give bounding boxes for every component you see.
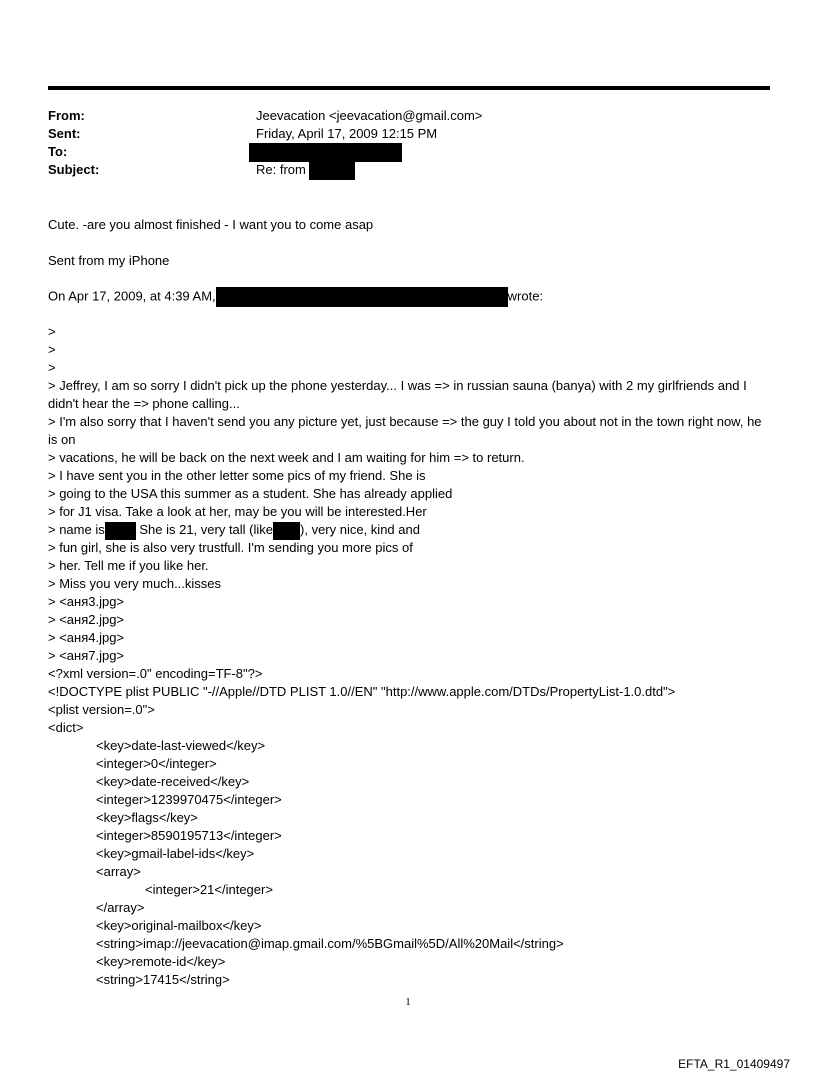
attachment-line: > <аня7.jpg> bbox=[48, 648, 125, 663]
from-value: Jeevacation <jeevacation@gmail.com> bbox=[256, 108, 483, 123]
xml-line: <integer>1239970475</integer> bbox=[96, 792, 282, 807]
attribution-wrote: wrote: bbox=[507, 288, 544, 304]
xml-line: <array> bbox=[96, 864, 141, 879]
attachment-line: > <аня4.jpg> bbox=[48, 630, 125, 645]
quoted-text: ), very nice, kind and bbox=[300, 522, 420, 537]
to-label: To: bbox=[48, 144, 68, 159]
document-id: EFTA_R1_01409497 bbox=[678, 1057, 790, 1071]
quoted-line: > fun girl, she is also very trustfull. I'm sending you more pics of bbox=[48, 540, 413, 555]
to-value bbox=[256, 143, 402, 162]
quoted-text: She is 21, very tall (like bbox=[135, 522, 274, 537]
subject-label: Subject: bbox=[48, 162, 100, 177]
quoted-line: > for J1 visa. Take a look at her, may be you will be interested.Her bbox=[48, 504, 427, 519]
quoted-line: > vacations, he will be back on the next week and I am waiting for him => to return. bbox=[48, 450, 525, 465]
xml-line: <key>gmail-label-ids</key> bbox=[96, 846, 255, 861]
xml-line: <key>original-mailbox</key> bbox=[96, 918, 262, 933]
redaction-box bbox=[249, 143, 402, 162]
xml-line: <string>17415</string> bbox=[96, 972, 230, 987]
redaction-box bbox=[309, 161, 355, 180]
signature-line: Sent from my iPhone bbox=[48, 253, 170, 268]
xml-line: <key>remote-id</key> bbox=[96, 954, 226, 969]
sent-value: Friday, April 17, 2009 12:15 PM bbox=[256, 126, 438, 141]
quoted-line: > Miss you very much...kisses bbox=[48, 576, 222, 591]
xml-line: <!DOCTYPE plist PUBLIC "-//Apple//DTD PLIST 1.0//EN" "http://www.apple.com/DTDs/PropertyList-1.0.dtd"> bbox=[48, 684, 676, 699]
quoted-line: > I have sent you in the other letter some pics of my friend. She is bbox=[48, 468, 426, 483]
redaction-box bbox=[105, 522, 136, 540]
page-number: 1 bbox=[405, 996, 411, 1008]
quote-attribution bbox=[48, 287, 543, 307]
redaction-box bbox=[216, 287, 508, 307]
xml-line: </array> bbox=[96, 900, 145, 915]
quoted-paragraph: > Jeffrey, I am so sorry I didn't pick up the phone yesterday... I was => in russian sauna (banya) with 2 my girlfriends and I didn't hear the => phone calling... bbox=[48, 378, 747, 411]
quote-marker: > bbox=[48, 342, 56, 357]
from-label: From: bbox=[48, 108, 85, 123]
sent-label: Sent: bbox=[48, 126, 81, 141]
quoted-line bbox=[48, 521, 420, 540]
xml-line: <string>imap://jeevacation@imap.gmail.com/%5BGmail%5D/All%20Mail</string> bbox=[96, 936, 564, 951]
xml-line: <dict> bbox=[48, 720, 84, 735]
xml-line: <key>date-last-viewed</key> bbox=[96, 738, 266, 753]
quoted-text: > name is bbox=[48, 522, 105, 537]
xml-line: <plist version=.0"> bbox=[48, 702, 155, 717]
xml-line: <integer>8590195713</integer> bbox=[96, 828, 282, 843]
xml-line: <?xml version=.0" encoding=TF-8"?> bbox=[48, 666, 263, 681]
attribution-text: On Apr 17, 2009, at 4:39 AM, bbox=[48, 288, 216, 304]
subject-text: Re: from bbox=[256, 162, 306, 177]
quote-marker: > bbox=[48, 324, 56, 339]
header-rule bbox=[48, 86, 770, 90]
xml-line: <key>flags</key> bbox=[96, 810, 198, 825]
attachment-line: > <аня3.jpg> bbox=[48, 594, 125, 609]
xml-line: <integer>21</integer> bbox=[145, 882, 273, 897]
xml-line: <integer>0</integer> bbox=[96, 756, 217, 771]
quote-marker: > bbox=[48, 360, 56, 375]
redaction-box bbox=[273, 522, 300, 540]
attachment-line: > <аня2.jpg> bbox=[48, 612, 125, 627]
quoted-line: > her. Tell me if you like her. bbox=[48, 558, 209, 573]
quoted-paragraph: > I'm also sorry that I haven't send you any picture yet, just because => the guy I told you about not in the town right now, he is on bbox=[48, 414, 762, 447]
reply-line: Cute. -are you almost finished - I want you to come asap bbox=[48, 217, 374, 232]
xml-line: <key>date-received</key> bbox=[96, 774, 250, 789]
subject-value bbox=[256, 161, 355, 180]
quoted-line: > going to the USA this summer as a student. She has already applied bbox=[48, 486, 453, 501]
